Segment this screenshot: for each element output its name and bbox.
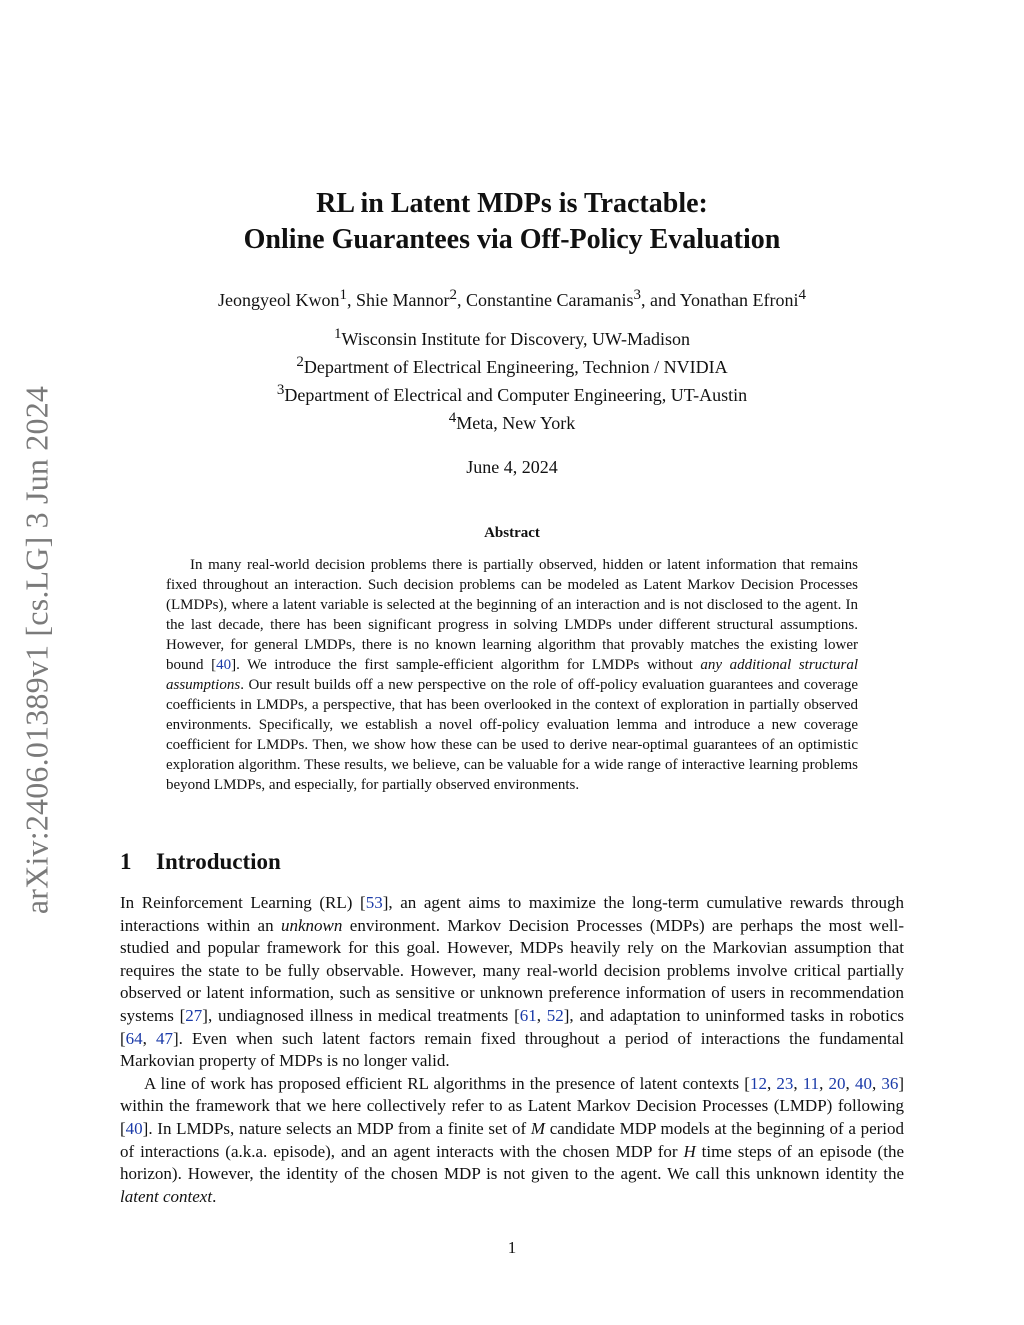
body-text: candidate MDP models at the beginning of a period of interactions (a.k.a. episode), and an agent interacts with the chosen MDP for bbox=[120, 1118, 905, 1161]
body-text: ]. Even when such latent factors remain fixed throughout a period of interactions the fundamental Markovian property of MDPs is no longer valid. bbox=[120, 1028, 905, 1071]
affiliation bbox=[0, 407, 1024, 435]
author-name: , Constantine Caramanis bbox=[457, 290, 634, 310]
citation-link[interactable]: 12 bbox=[749, 1073, 767, 1093]
affiliation bbox=[0, 379, 1024, 407]
author-list bbox=[0, 284, 1024, 311]
affiliation bbox=[0, 351, 1024, 379]
affiliation-text: Wisconsin Institute for Discovery, UW-Madison bbox=[341, 329, 691, 349]
citation-link[interactable]: 23 bbox=[776, 1073, 794, 1093]
author-affil-mark: 3 bbox=[633, 287, 641, 303]
body-text: ]. In LMDPs, nature selects an MDP from a finite set of bbox=[142, 1118, 531, 1138]
citation-link[interactable]: 40 bbox=[854, 1073, 872, 1093]
introduction-body bbox=[120, 892, 904, 1208]
citation-link[interactable]: 27 bbox=[185, 1005, 203, 1025]
citation-link[interactable]: 53 bbox=[365, 893, 383, 912]
paragraph bbox=[120, 892, 904, 1073]
abstract-emphasis: any additional structural assumptions bbox=[166, 657, 859, 693]
section-number: 1 bbox=[120, 849, 132, 874]
affiliation-mark: 1 bbox=[333, 326, 342, 342]
affiliation-mark: 2 bbox=[296, 354, 304, 370]
citation-link[interactable]: 52 bbox=[546, 1005, 564, 1025]
author-affil-mark: 2 bbox=[449, 287, 458, 303]
body-text: , bbox=[793, 1073, 803, 1093]
arxiv-id: arXiv:2406.01389v1 [cs.LG] 3 Jun 2024 bbox=[18, 385, 55, 915]
citation-link[interactable]: 11 bbox=[802, 1073, 820, 1093]
math-symbol: H bbox=[683, 1141, 696, 1161]
body-emphasis: unknown bbox=[280, 915, 343, 935]
body-text: , bbox=[142, 1028, 157, 1048]
body-text: time steps of an episode (the horizon). However, the identity of the chosen MDP is not given to the agent. We call this unknown identity the bbox=[120, 1141, 904, 1184]
abstract-text: . Our result builds off a new perspective on the role of off-policy evaluation guarantees and coverage coefficients in LMDPs, a perspective, that has been overlooked in the context of exploration in partially observed environments. Specifically, we establish a novel off-policy evaluation lemma and introduce a new coverage coefficient for LMDPs. Then, we show how these can be used to derive near-optimal guarantees of an optimistic exploration algorithm. These results, we believe, can be valuable for a wide range of interactive learning problems beyond LMDPs, and especially, for partially observed environments. bbox=[166, 677, 858, 793]
body-text: ], undiagnosed illness in medical treatments [ bbox=[202, 1005, 520, 1025]
citation-link[interactable]: 61 bbox=[519, 1005, 537, 1025]
citation-link[interactable]: 20 bbox=[828, 1073, 846, 1093]
abstract-text: ]. We introduce the first sample-efficient algorithm for LMDPs without bbox=[231, 657, 701, 673]
citation-link[interactable]: 36 bbox=[881, 1073, 899, 1093]
citation-link[interactable]: 64 bbox=[125, 1028, 143, 1048]
citation-link[interactable]: 47 bbox=[156, 1028, 174, 1048]
affiliation-text: Department of Electrical Engineering, Technion / NVIDIA bbox=[303, 357, 728, 377]
author-name: , and Yonathan Efroni bbox=[640, 290, 799, 310]
math-symbol: M bbox=[530, 1118, 546, 1138]
affiliation-mark: 4 bbox=[448, 410, 457, 426]
body-text: ], an agent aims to maximize the long-term cumulative rewards through interactions within an bbox=[120, 893, 904, 935]
body-text: environment. Markov Decision Processes (MDPs) are perhaps the most well-studied and popular framework for this goal. However, MDPs heavily rely on the Markovian assumption that requires the state to be fully observable. However, many real-world decision problems involve critical partially observed or latent information, such as sensitive or unknown preference information of users in recommendation systems [ bbox=[120, 915, 904, 1025]
body-text: ], and adaptation to uninformed tasks in robotics [ bbox=[120, 1005, 904, 1048]
abstract-heading: Abstract bbox=[484, 525, 540, 541]
author-name: , Shie Mannor bbox=[347, 290, 450, 310]
affiliation-text: Meta, New York bbox=[456, 413, 576, 433]
body-text: In Reinforcement Learning (RL) [ bbox=[120, 893, 366, 912]
body-text: , bbox=[766, 1073, 777, 1093]
section-heading bbox=[120, 848, 281, 876]
author-affil-mark: 4 bbox=[798, 287, 806, 303]
affiliation bbox=[0, 323, 1024, 351]
body-text: , bbox=[845, 1073, 855, 1093]
body-text: . bbox=[212, 1186, 217, 1206]
abstract-text: In many real-world decision problems there is partially observed, hidden or latent information that remains fixed throughout an interaction. Such decision problems can be modeled as Latent Markov Decision Processes (LMDPs), where a latent variable is selected at the beginning of an interaction and is not disclosed to the agent. In the last decade, there has been significant progress in solving LMDPs under different structural assumptions. However, for general LMDPs, there is no known learning algorithm that provably matches the existing lower bound [ bbox=[166, 557, 858, 673]
affiliation-mark: 3 bbox=[276, 382, 285, 398]
affiliation-text: Department of Electrical and Computer Engineering, UT-Austin bbox=[284, 385, 748, 405]
page-number: 1 bbox=[507, 1238, 517, 1257]
body-text: ] within the framework that we here collectively refer to as Latent Markov Decision Processes (LMDP) following [ bbox=[120, 1073, 905, 1138]
body-text: , bbox=[819, 1073, 829, 1093]
citation-link[interactable]: 40 bbox=[216, 657, 232, 673]
body-text: A line of work has proposed efficient RL algorithms in the presence of latent contexts [ bbox=[144, 1073, 750, 1093]
author-name: Jeongyeol Kwon bbox=[218, 290, 340, 310]
title-line-2: Online Guarantees via Off-Policy Evaluation bbox=[243, 224, 781, 255]
body-text: , bbox=[871, 1073, 882, 1093]
abstract-body bbox=[166, 555, 858, 795]
paper-title bbox=[0, 186, 1024, 258]
body-text: , bbox=[536, 1005, 547, 1025]
title-line-1: RL in Latent MDPs is Tractable: bbox=[316, 188, 708, 219]
author-affil-mark: 1 bbox=[339, 287, 348, 303]
body-emphasis: latent context bbox=[120, 1186, 213, 1206]
citation-link[interactable]: 40 bbox=[125, 1118, 143, 1138]
section-title: Introduction bbox=[156, 849, 281, 874]
publication-date: June 4, 2024 bbox=[466, 457, 558, 477]
paragraph bbox=[120, 1073, 904, 1209]
arxiv-stamp bbox=[12, 370, 62, 930]
affiliation-list bbox=[0, 323, 1024, 435]
